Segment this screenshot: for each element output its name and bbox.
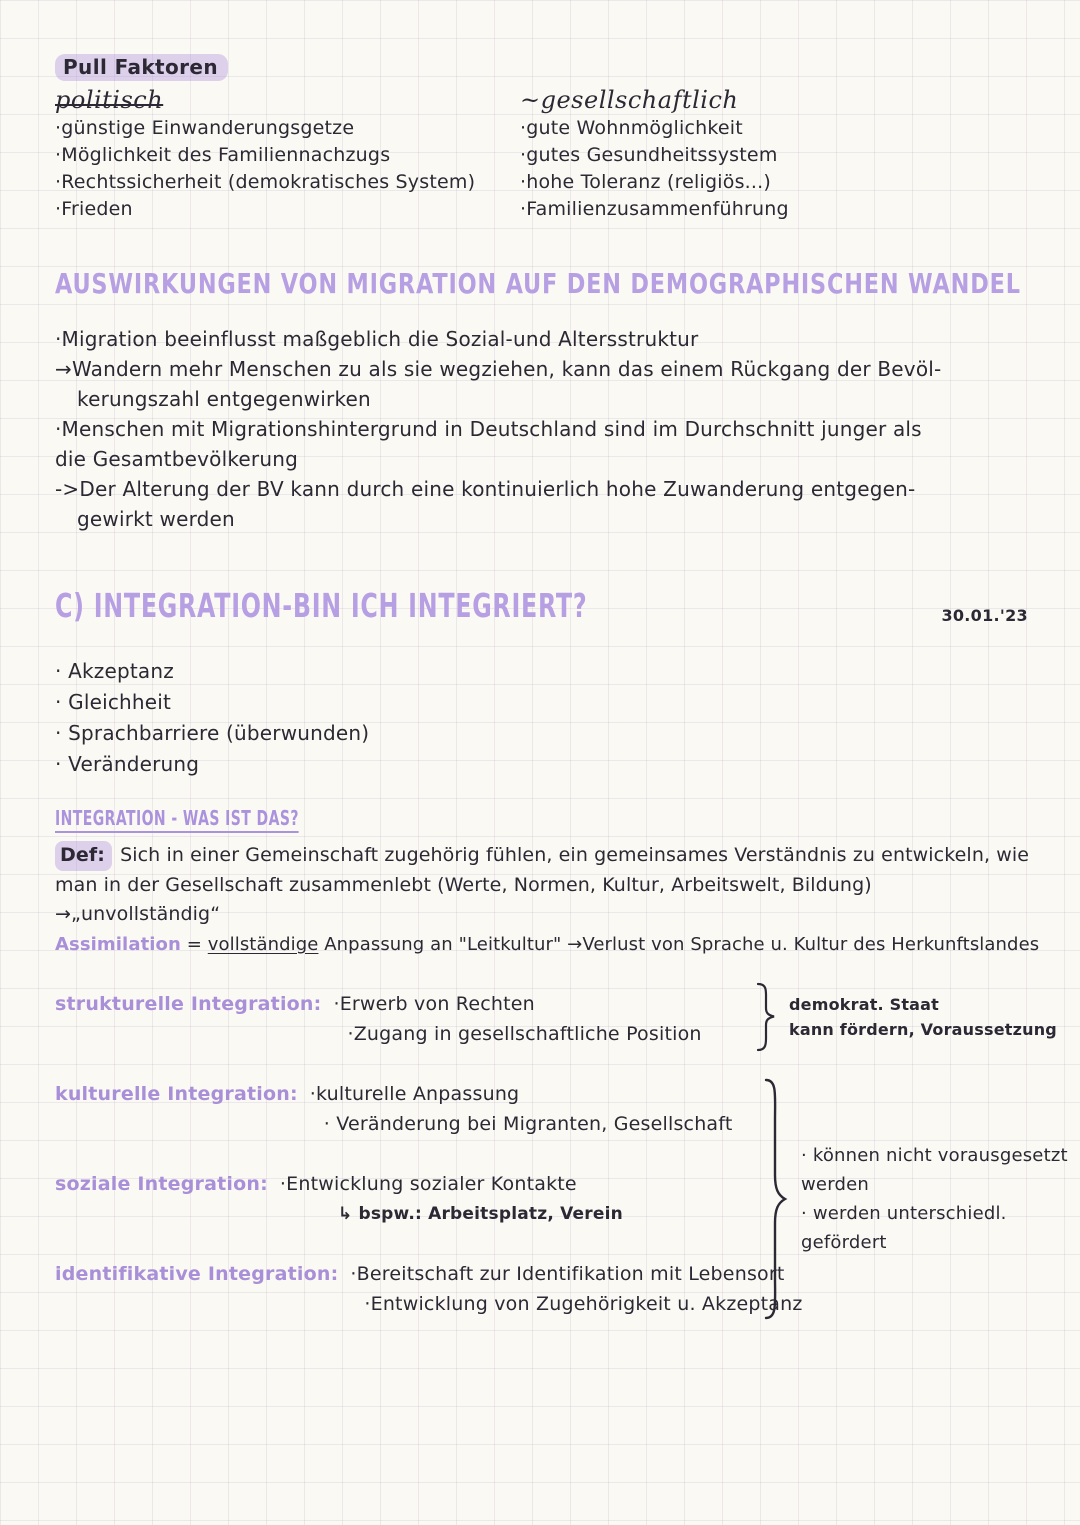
pull-factors-societal-column: [520, 85, 789, 223]
body-line: die Gesamtbevölkerung: [55, 447, 298, 471]
pull-factors-title: Pull Faktoren: [55, 54, 228, 81]
body-line: ->Der Alterung der BV kann durch eine kontinuierlich hohe Zuwanderung entgegen-: [55, 477, 916, 501]
pull-political-header: politisch: [55, 86, 164, 114]
list-item: · Veränderung: [55, 752, 200, 776]
types-brace-note: [761, 1077, 1068, 1321]
definition-text: Sich in einer Gemeinschaft zugehörig fühlen, ein gemeinsames Verständnis zu entwickeln, wie man in der Gesellschaft zusammenlebt (Werte, Normen, Kultur, Arbeitswelt, Bildung) →„unvollständig“: [55, 844, 1030, 925]
assimilation-text: Anpassung an "Leitkultur" →Verlust von Sprache u. Kultur des Herkunftslandes: [318, 934, 1040, 955]
type-label: identifikative Integration:: [55, 1263, 339, 1285]
body-line: gewirkt werden: [77, 507, 235, 531]
integration-heading-row: [55, 580, 1040, 632]
brace-note-line: demokrat. Staat: [789, 995, 940, 1014]
type-line: ↳ bspw.: Arbeitsplatz, Verein: [337, 1204, 623, 1224]
pull-societal-item: ·gutes Gesundheitssystem: [520, 144, 778, 166]
type-line: ·kulturelle Anpassung: [309, 1083, 520, 1105]
pull-political-item: ·Rechtssicherheit (demokratisches System): [55, 171, 476, 193]
pull-societal-item: ·Familienzusammenführung: [520, 198, 789, 220]
type-line: ·Entwicklung von Zugehörigkeit u. Akzeptanz: [364, 1293, 803, 1315]
integration-types-section: [55, 989, 1068, 1319]
body-line: →Wandern mehr Menschen zu als sie wegziehen, kann das einem Rückgang der Bevöl-: [55, 357, 942, 381]
list-item: · Gleichheit: [55, 690, 172, 714]
brace-note-line: gefördert: [801, 1232, 887, 1253]
definition-label: Def:: [55, 841, 112, 871]
pull-factors-political-column: [55, 85, 520, 223]
pull-political-item: ·Frieden: [55, 198, 133, 220]
integration-bullet-list: [55, 656, 1040, 780]
date-label: 30.01.'23: [941, 606, 1028, 625]
type-line: ·Zugang in gesellschaftliche Position: [347, 1023, 702, 1045]
body-line: kerungszahl entgegenwirken: [77, 387, 371, 411]
type-label: soziale Integration:: [55, 1173, 268, 1195]
type-line: ·Bereitschaft zur Identifikation mit Lebensort: [350, 1263, 785, 1285]
definition-paragraph: [55, 841, 1040, 929]
body-line: ·Menschen mit Migrationshintergrund in Deutschland sind im Durchschnitt junger als: [55, 417, 922, 441]
assimilation-equals: =: [180, 934, 208, 955]
type-line: · Veränderung bei Migranten, Gesellschaft: [323, 1113, 733, 1135]
brace-note-line: kann fördern, Voraussetzung: [789, 1020, 1057, 1039]
curly-brace-icon: [753, 981, 779, 1053]
pull-factors-columns: [55, 85, 1040, 223]
demographic-change-text: [55, 324, 1040, 534]
heading-demographic-change: AUSWIRKUNGEN VON MIGRATION AUF DEN DEMOGRAPHISCHEN WANDEL: [55, 267, 1021, 300]
type-label: strukturelle Integration:: [55, 993, 322, 1015]
pull-societal-item: ·gute Wohnmöglichkeit: [520, 117, 743, 139]
list-item: · Akzeptanz: [55, 659, 174, 683]
pull-societal-header: ~gesellschaftlich: [520, 86, 739, 114]
pull-political-item: ·Möglichkeit des Familiennachzugs: [55, 144, 391, 166]
brace-note-line: · können nicht vorausgesetzt: [801, 1145, 1068, 1166]
list-item: · Sprachbarriere (überwunden): [55, 721, 370, 745]
brace-note-line: · werden unterschiedl.: [801, 1203, 1007, 1224]
structural-brace-note: [753, 981, 1057, 1053]
assimilation-emphasis: vollständige: [207, 934, 319, 955]
brace-note-line: werden: [801, 1174, 869, 1195]
subheading-what-is-integration: INTEGRATION - WAS IST DAS?: [55, 806, 299, 833]
type-line: ·Erwerb von Rechten: [333, 993, 535, 1015]
pull-factors-section: [55, 54, 1040, 223]
assimilation-paragraph: [55, 931, 1040, 959]
pull-political-item: ·günstige Einwanderungsgetze: [55, 117, 355, 139]
pull-societal-item: ·hohe Toleranz (religiös...): [520, 171, 772, 193]
body-line: ·Migration beeinflusst maßgeblich die Sozial-und Altersstruktur: [55, 327, 699, 351]
type-line: ·Entwicklung sozialer Kontakte: [279, 1173, 577, 1195]
heading-integration: C) INTEGRATION-BIN ICH INTEGRIERT?: [55, 586, 588, 625]
type-label: kulturelle Integration:: [55, 1083, 298, 1105]
curly-brace-icon: [761, 1077, 791, 1321]
assimilation-label: Assimilation: [55, 934, 181, 955]
